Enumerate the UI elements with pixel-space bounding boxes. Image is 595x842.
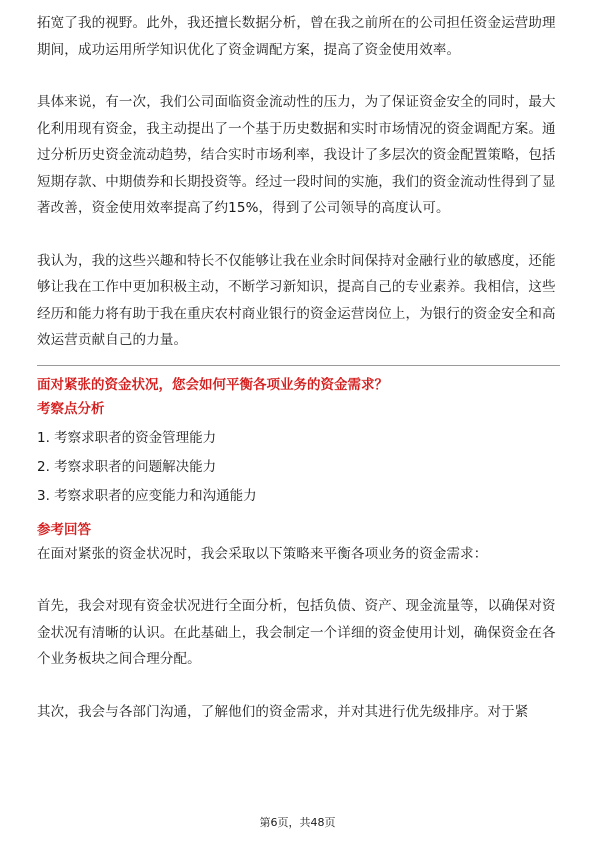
- answer-paragraph-2: 首先，我会对现有资金状况进行全面分析，包括负债、资产、现金流量等，以确保对资金状况有清晰的认识。在此基础上，我会制定一个详细的资金使用计划，确保资金在各个业务板块之间合理分配。: [37, 598, 556, 667]
- analysis-point: 2. 考察求职者的问题解决能力: [37, 458, 217, 475]
- analysis-heading: 考察点分析: [37, 400, 105, 417]
- intro-paragraph-2: 具体来说，有一次，我们公司面临资金流动性的压力，为了保证资金安全的同时，最大化利用现有资金，我主动提出了一个基于历史数据和实时市场情况的资金调配方案。通过分析历史资金流动趋势，结合实时市场利率，我设计了多层次的资金配置策略，包括短期存款、中期债券和长期投资等。经过一段时间的实施，我们的资金流动性得到了显著改善，资金使用效率提高了约15%，得到了公司领导的高度认可。: [37, 94, 556, 216]
- analysis-point: 3. 考察求职者的应变能力和沟通能力: [37, 487, 257, 504]
- intro-paragraph-1: 拓宽了我的视野。此外，我还擅长数据分析，曾在我之前所在的公司担任资金运营助理期间，成功运用所学知识优化了资金调配方案，提高了资金使用效率。: [37, 15, 556, 58]
- document-body: [37, 0, 560, 725]
- answer-paragraph-3: 其次，我会与各部门沟通，了解他们的资金需求，并对其进行优先级排序。对于紧: [37, 703, 529, 720]
- paragraph-gap: [37, 673, 560, 699]
- question-title: 面对紧张的资金状况，您会如何平衡各项业务的资金需求？: [37, 376, 388, 393]
- paragraph-gap: [37, 63, 560, 89]
- answer-paragraph-1: 在面对紧张的资金状况时，我会采取以下策略来平衡各项业务的资金需求：: [37, 545, 488, 562]
- analysis-point: 1. 考察求职者的资金管理能力: [37, 429, 217, 446]
- paragraph-gap: [37, 222, 560, 248]
- intro-paragraph-3: 我认为，我的这些兴趣和特长不仅能够让我在业余时间保持对金融行业的敏感度，还能够让我在工作中更加积极主动，不断学习新知识，提高自己的专业素养。我相信，这些经历和能力将有助于我在重庆农村商业银行的资金运营岗位上，为银行的资金安全和高效运营贡献自己的力量。: [37, 252, 556, 348]
- page-number: 第6页，共48页: [259, 816, 336, 829]
- analysis-points: [37, 424, 560, 511]
- paragraph-gap: [37, 567, 560, 593]
- answer-heading: 参考回答: [37, 521, 91, 538]
- section-divider: [37, 365, 560, 366]
